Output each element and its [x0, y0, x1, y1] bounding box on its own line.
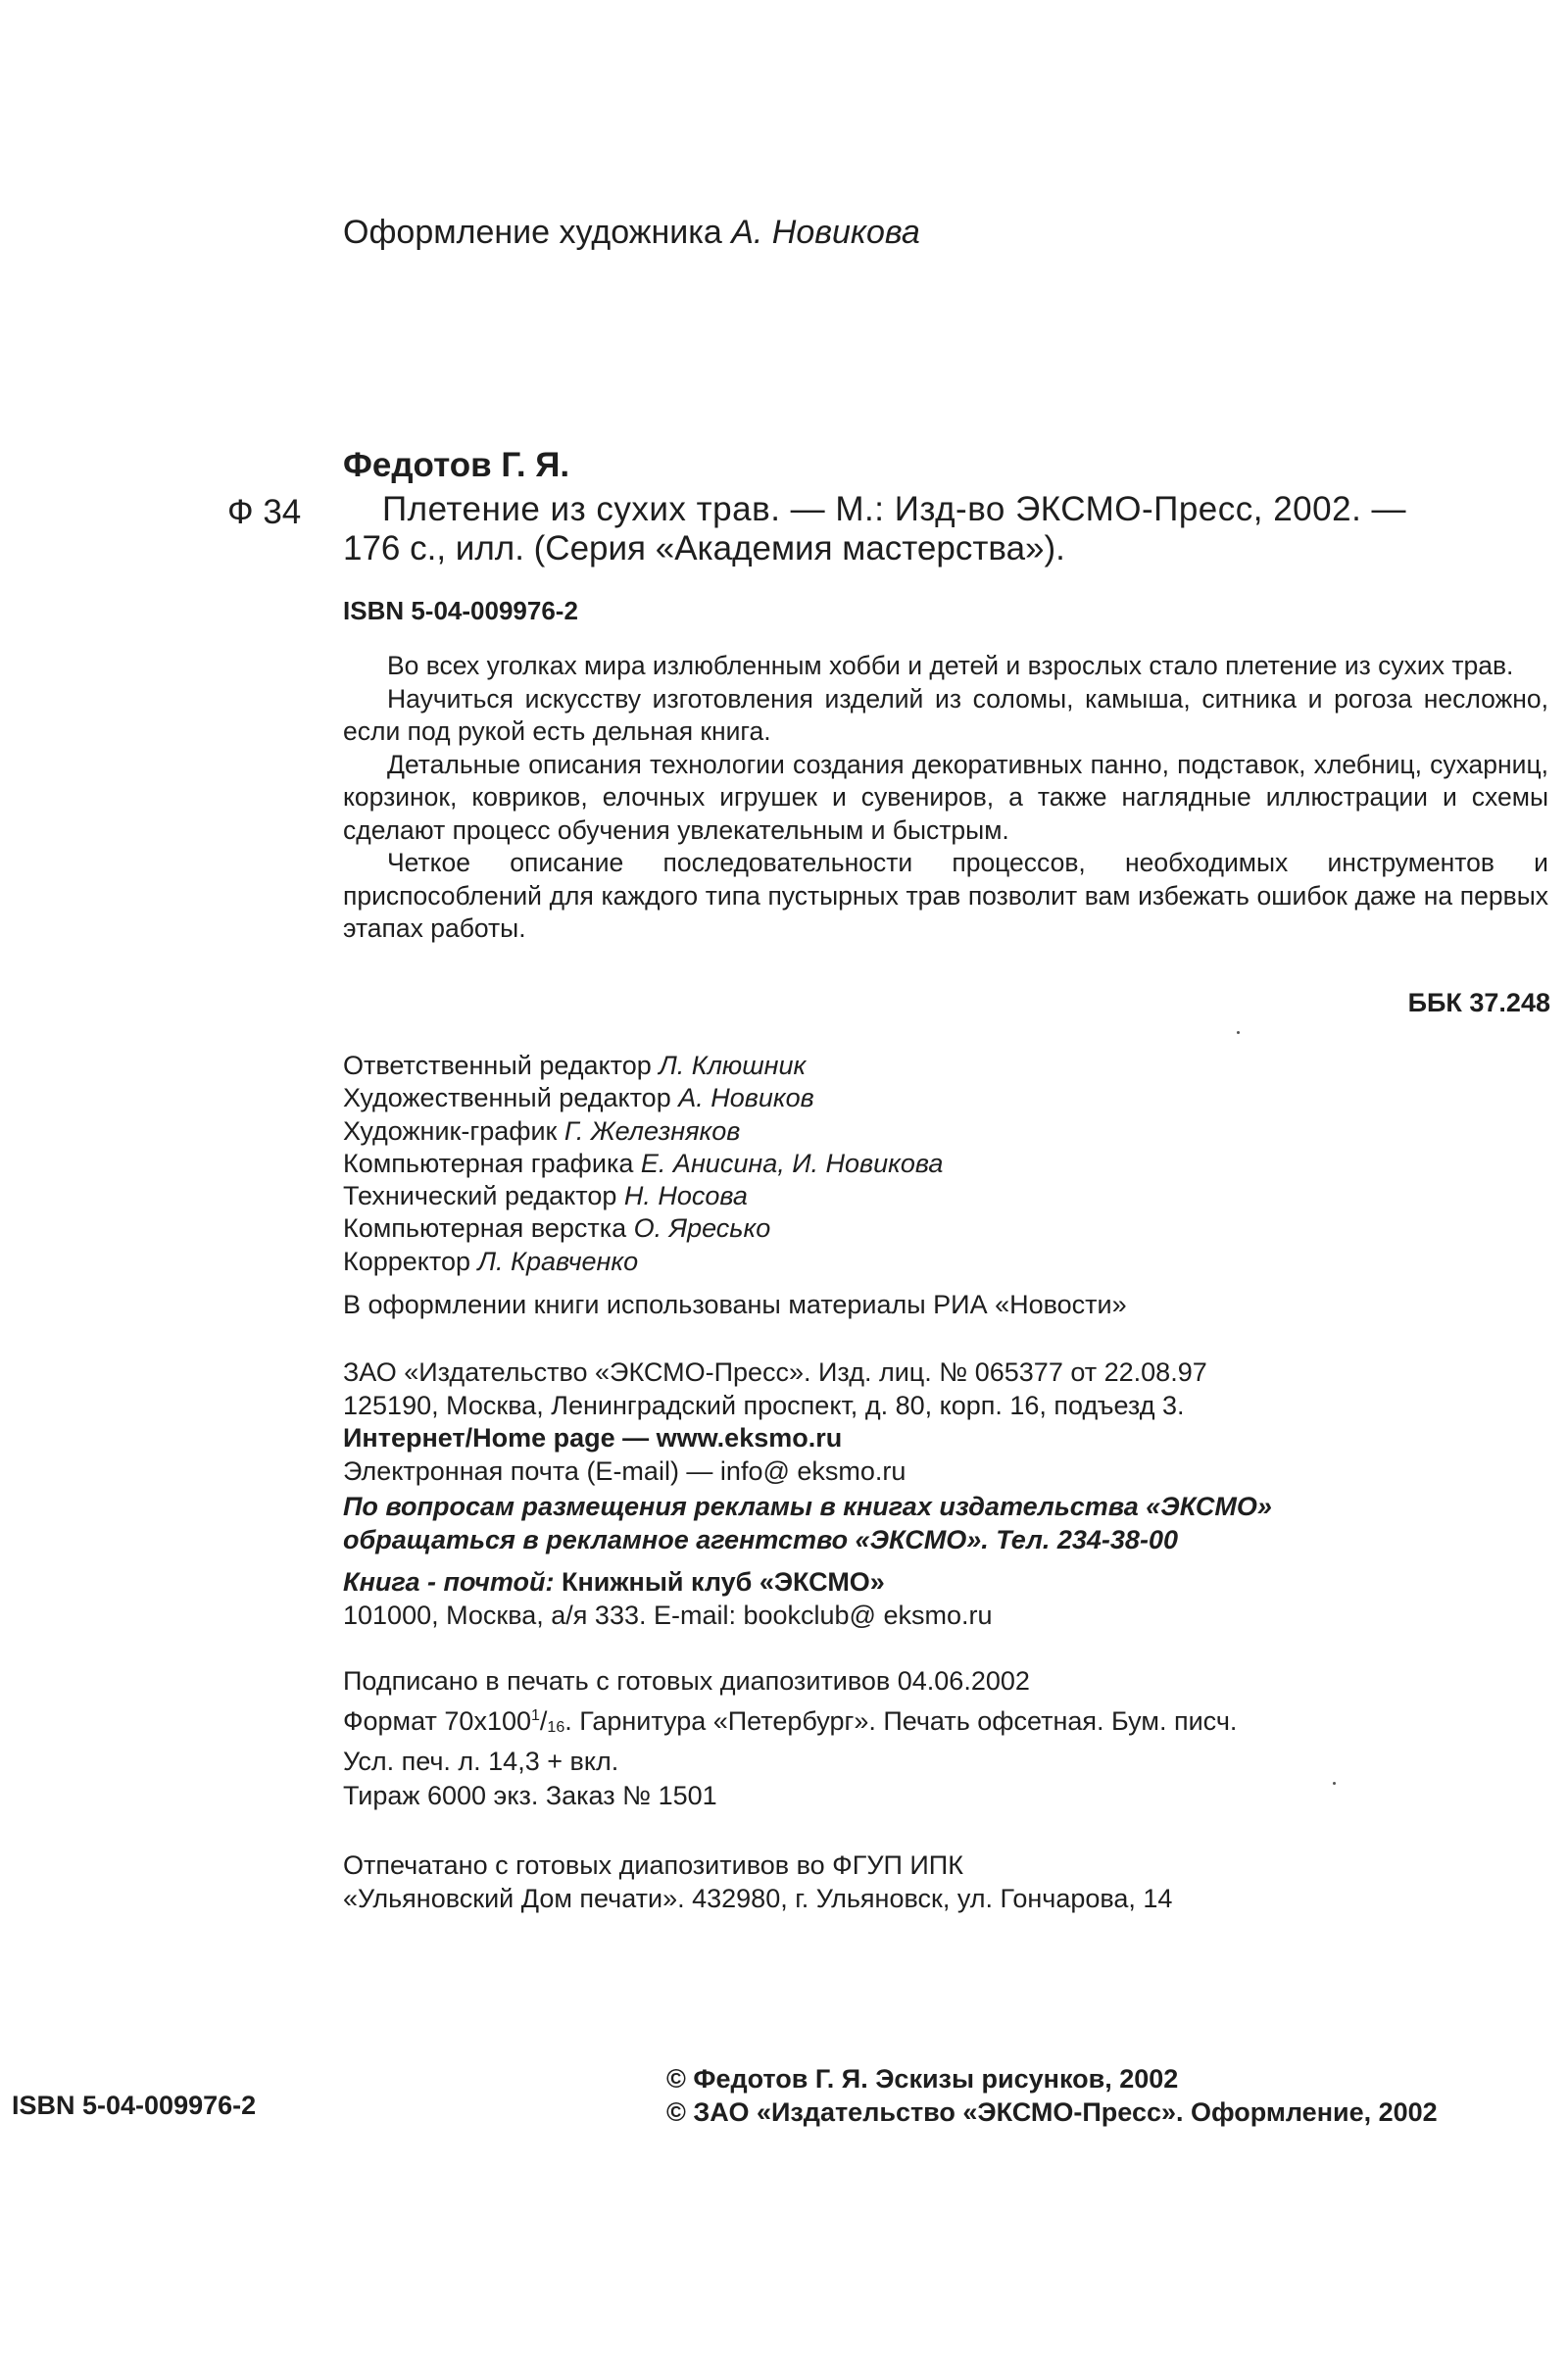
staff-name: Г. Железняков	[564, 1115, 741, 1146]
scan-speck	[1237, 1031, 1240, 1034]
staff-row	[343, 1082, 943, 1114]
mail-order-info	[343, 1566, 993, 1632]
advertising-line: По вопросам размещения рекламы в книгах издательства «ЭКСМО»	[343, 1492, 1272, 1521]
publisher-email: Электронная почта (E-mail) — info@ eksmo.ru	[343, 1455, 906, 1486]
staff-name: Л. Кравченко	[477, 1246, 639, 1276]
advertising-info	[343, 1491, 1272, 1556]
staff-role: Ответственный редактор	[343, 1051, 652, 1080]
catalog-code: Ф 34	[227, 493, 302, 531]
publisher-info	[343, 1356, 1207, 1488]
staff-list	[343, 1050, 943, 1278]
annotation-paragraph: Во всех уголках мира излюбленным хобби и детей и взрослых стало плетение из сухих трав.	[387, 651, 1514, 680]
annotation-paragraph: Четкое описание последовательности процессов, необходимых инструментов и приспособлений для каждого типа пустырных трав позволит вам избежать ошибок даже на первых этапах работы.	[343, 848, 1548, 943]
staff-row	[343, 1050, 943, 1082]
printing-info	[343, 1664, 1237, 1813]
copyright-block	[666, 2062, 1438, 2129]
copyright-line: © ЗАО «Издательство «ЭКСМО-Пресс». Оформление, 2002	[666, 2097, 1438, 2127]
staff-name: Е. Анисина, И. Новикова	[640, 1148, 944, 1178]
staff-role: Компьютерная верстка	[343, 1213, 627, 1244]
staff-name: Л. Клюшник	[659, 1051, 807, 1080]
staff-row	[343, 1148, 943, 1180]
staff-row	[343, 1212, 943, 1245]
book-title-line-2: 176 с., илл. (Серия «Академия мастерства»).	[343, 529, 1065, 567]
staff-row	[343, 1180, 943, 1212]
printer-line: «Ульяновский Дом печати». 432980, г. Ульяновск, ул. Гончарова, 14	[343, 1884, 1173, 1913]
staff-name: Н. Носова	[623, 1181, 748, 1211]
format-denominator: 16	[547, 1719, 565, 1736]
staff-role: Корректор	[343, 1246, 471, 1276]
scan-speck	[1333, 1782, 1336, 1785]
copyright-line: © Федотов Г. Я. Эскизы рисунков, 2002	[666, 2064, 1179, 2094]
printing-signed: Подписано в печать с готовых диапозитивов 04.06.2002	[343, 1666, 1030, 1696]
advertising-line: обращаться в рекламное агентство «ЭКСМО». Тел. 234-38-00	[343, 1524, 1178, 1554]
publisher-license: ЗАО «Издательство «ЭКСМО-Пресс». Изд. лиц. № 065377 от 22.08.97	[343, 1357, 1207, 1387]
mail-order-label: Книга - почтой:	[343, 1567, 555, 1597]
annotation	[343, 650, 1548, 946]
ria-note: В оформлении книги использованы материалы РИА «Новости»	[343, 1290, 1127, 1319]
isbn-bottom: ISBN 5-04-009976-2	[12, 2091, 257, 2120]
designer-credit	[343, 214, 920, 252]
isbn: ISBN 5-04-009976-2	[343, 596, 578, 625]
printing-run: Тираж 6000 экз. Заказ № 1501	[343, 1781, 717, 1810]
publisher-website: Интернет/Home page — www.eksmo.ru	[343, 1423, 843, 1453]
staff-name: О. Яресько	[633, 1213, 771, 1244]
staff-role: Художественный редактор	[343, 1083, 671, 1113]
designer-prefix: Оформление художника	[343, 214, 722, 251]
publisher-address: 125190, Москва, Ленинградский проспект, д. 80, корп. 16, подъезд 3.	[343, 1390, 1185, 1420]
mail-order-club: Книжный клуб «ЭКСМО»	[562, 1567, 885, 1597]
printer-line: Отпечатано с готовых диапозитивов во ФГУП ИПК	[343, 1850, 963, 1880]
book-title-line-1: Плетение из сухих трав. — М.: Изд-во ЭКСМО-Пресс, 2002. —	[382, 490, 1407, 528]
format-numerator: 1	[531, 1707, 540, 1724]
format-prefix: Формат 70х100	[343, 1706, 531, 1736]
format-suffix: . Гарнитура «Петербург». Печать офсетная. Бум. писч.	[564, 1706, 1238, 1736]
annotation-paragraph: Научиться искусству изготовления изделий из соломы, камыша, ситника и рогоза несложно, если под рукой есть дельная книга.	[343, 683, 1548, 746]
mail-order-heading	[343, 1566, 993, 1600]
mail-order-address: 101000, Москва, а/я 333. E-mail: bookclub@ eksmo.ru	[343, 1600, 993, 1630]
annotation-paragraph: Детальные описания технологии создания декоративных панно, подставок, хлебниц, сухарниц, корзинок, ковриков, елочных игрушек и сувениров, а также наглядные иллюстрации и схемы сделают процесс обучения увлекательным и быстрым.	[343, 749, 1548, 845]
staff-role: Компьютерная графика	[343, 1148, 634, 1178]
staff-role: Технический редактор	[343, 1181, 617, 1211]
staff-name: А. Новиков	[678, 1083, 814, 1113]
staff-row	[343, 1246, 943, 1278]
printer-info	[343, 1848, 1172, 1915]
staff-row	[343, 1115, 943, 1148]
book-author: Федотов Г. Я.	[343, 446, 570, 484]
printing-sheets: Усл. печ. л. 14,3 + вкл.	[343, 1747, 619, 1776]
printing-format: Формат $70х100^1/_{16}$. Гарнитура «Петербург». Печать офсетная. Бум. писч.	[343, 1706, 1238, 1736]
designer-name: А. Новикова	[731, 214, 920, 251]
bbk-code: ББК 37.248	[1407, 988, 1550, 1017]
staff-role: Художник-график	[343, 1115, 558, 1146]
